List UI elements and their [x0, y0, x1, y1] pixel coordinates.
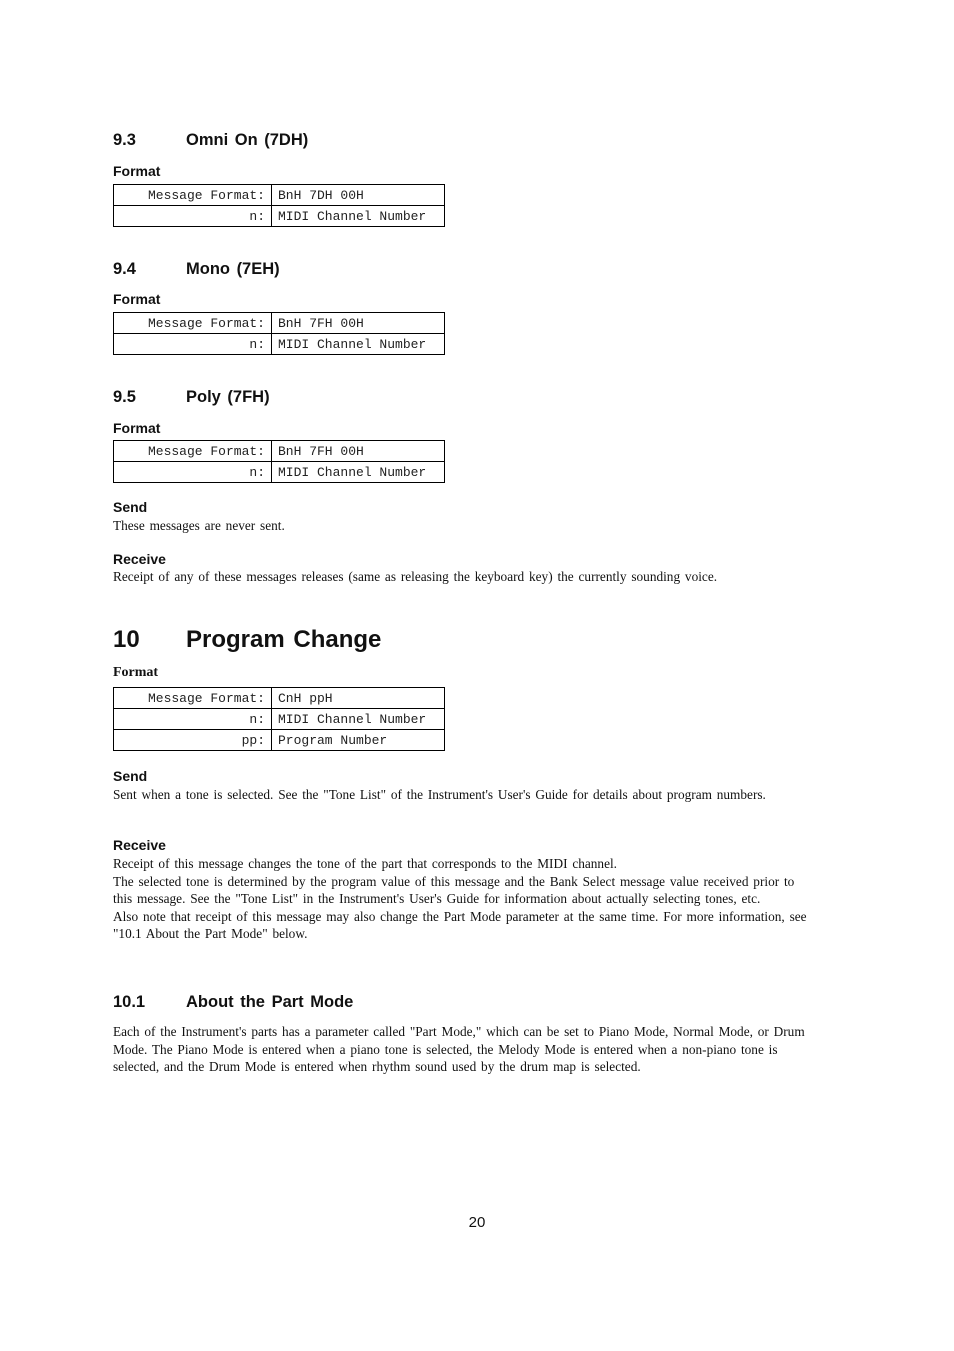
chapter-heading-10: [113, 626, 381, 654]
table-value: MIDI Channel Number: [272, 334, 445, 355]
table-value: Program Number: [272, 730, 445, 751]
receive-paragraphs: [113, 855, 809, 943]
table-value: BnH 7DH 00H: [272, 185, 445, 206]
table-key: Message Format:: [114, 313, 272, 334]
table-row: [114, 688, 445, 709]
table-key: n:: [114, 334, 272, 355]
receive-label: Receive: [113, 837, 166, 853]
table-row: [114, 185, 445, 206]
section-heading-9-4: [113, 260, 280, 279]
format-label: Format: [113, 665, 159, 680]
section-number: 10.1: [113, 993, 146, 1011]
receive-line: Receipt of this message changes the tone of the part that corresponds to the MIDI channel.: [113, 856, 617, 871]
table-key: pp:: [114, 730, 272, 751]
format-label: Format: [113, 420, 161, 436]
document-page: [113, 0, 813, 1351]
format-table-9-5: [113, 440, 445, 483]
receive-label: Receive: [113, 551, 166, 567]
section-title: Poly (7FH): [186, 388, 270, 406]
format-table-10: [113, 687, 445, 751]
table-row: [114, 709, 445, 730]
receive-line: Also note that receipt of this message may also change the Part Mode parameter at the same time. For more information, see "10.1 About the Part Mode" below.: [113, 908, 807, 942]
send-label: Send: [113, 499, 148, 515]
table-row: [114, 462, 445, 483]
send-text: Sent when a tone is selected. See the "Tone List" of the Instrument's User's Guide for details about program numbers.: [113, 787, 766, 802]
table-key: n:: [114, 709, 272, 730]
section-title: Omni On (7DH): [186, 131, 309, 149]
table-key: Message Format:: [114, 441, 272, 462]
section-number: 9.3: [113, 131, 136, 149]
table-key: Message Format:: [114, 185, 272, 206]
table-row: [114, 313, 445, 334]
table-row: [114, 730, 445, 751]
format-label: Format: [113, 163, 161, 179]
format-table-9-3: [113, 184, 445, 227]
table-key: n:: [114, 206, 272, 227]
table-value: BnH 7FH 00H: [272, 441, 445, 462]
receive-text: Receipt of any of these messages releases (same as releasing the keyboard key) the currently sounding voice.: [113, 569, 718, 584]
table-row: [114, 206, 445, 227]
table-value: MIDI Channel Number: [272, 709, 445, 730]
format-label: Format: [113, 291, 161, 307]
table-value: BnH 7FH 00H: [272, 313, 445, 334]
section-title: About the Part Mode: [186, 993, 354, 1011]
section-number: 9.4: [113, 260, 136, 278]
chapter-number: 10: [113, 626, 140, 653]
table-value: MIDI Channel Number: [272, 206, 445, 227]
table-row: [114, 441, 445, 462]
table-row: [114, 334, 445, 355]
section-number: 9.5: [113, 388, 136, 406]
receive-line: The selected tone is determined by the program value of this message and the Bank Select message value received prior to this message. See the "Tone List" in the Instrument's User's Guide for information about actually selecting tones, etc.: [113, 873, 795, 907]
section-heading-9-3: [113, 131, 308, 150]
chapter-title: Program Change: [186, 626, 382, 653]
table-value: MIDI Channel Number: [272, 462, 445, 483]
table-key: n:: [114, 462, 272, 483]
section-heading-9-5: [113, 388, 270, 407]
table-key: Message Format:: [114, 688, 272, 709]
send-label: Send: [113, 768, 148, 784]
section-title: Mono (7EH): [186, 260, 280, 278]
format-table-9-4: [113, 312, 445, 355]
table-value: CnH ppH: [272, 688, 445, 709]
section-heading-10-1: [113, 993, 353, 1012]
part-mode-text: Each of the Instrument's parts has a parameter called "Part Mode," which can be set to Piano Mode, Normal Mode, or Drum Mode. The Piano Mode is entered when a piano tone is selected, the Melody Mode is entered when a non-piano tone is selected, and the Drum Mode is entered when rhythm sound used by the drum map is selected.: [113, 1024, 805, 1075]
page-number: 20: [468, 1214, 486, 1231]
send-text: These messages are never sent.: [113, 518, 285, 533]
